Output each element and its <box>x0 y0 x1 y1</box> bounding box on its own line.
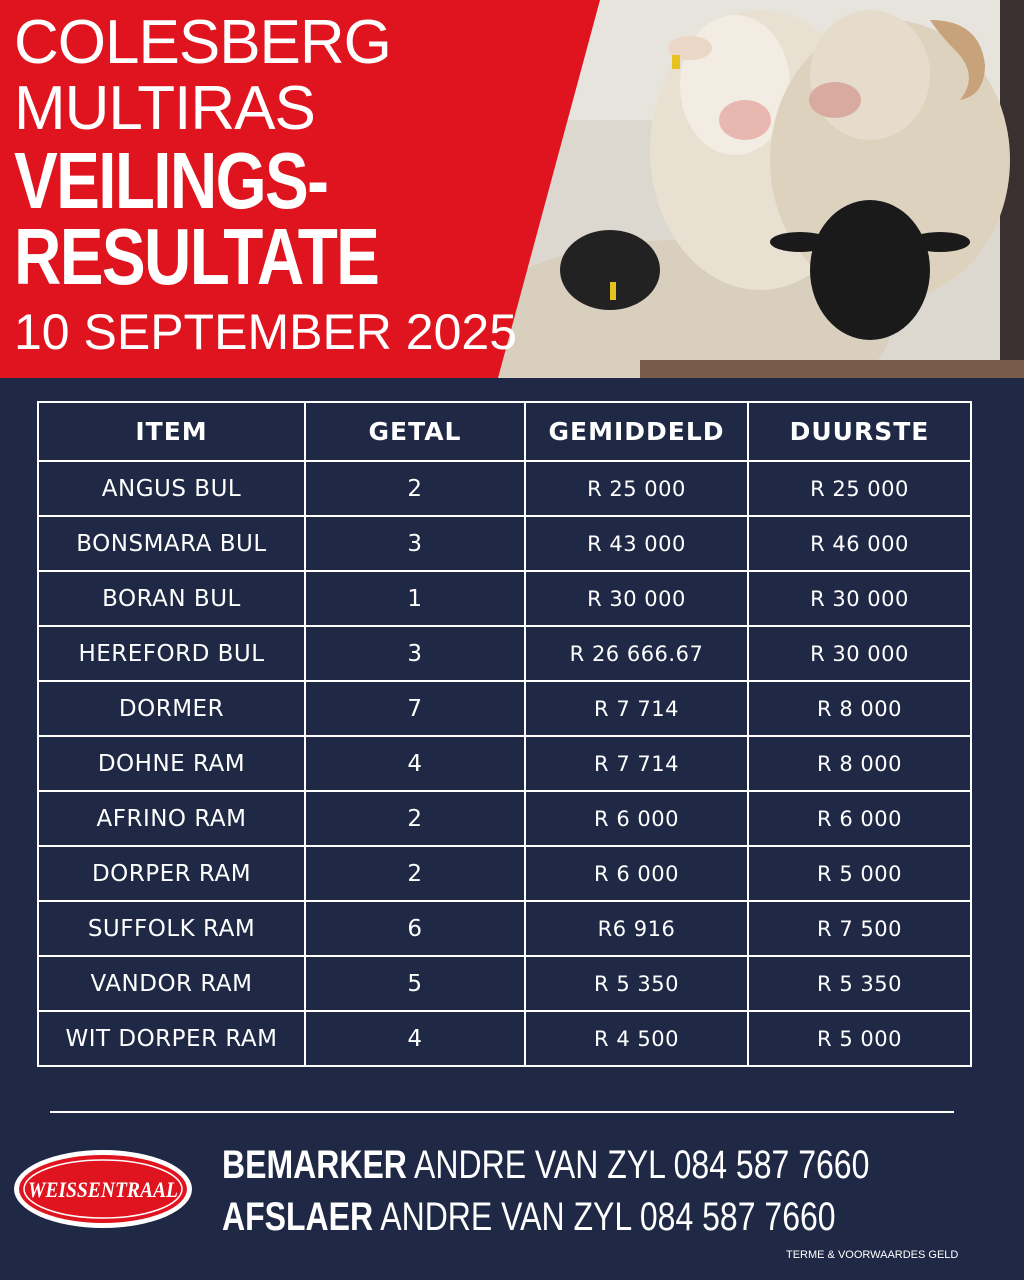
cell-duurste: R 30 000 <box>748 571 971 626</box>
weissentraal-logo <box>12 1148 194 1230</box>
terms-note: TERME & VOORWAARDES GELD <box>786 1249 959 1261</box>
cell-getal: 3 <box>305 516 525 571</box>
cell-getal: 6 <box>305 901 525 956</box>
cell-getal: 4 <box>305 1011 525 1066</box>
table-row <box>38 516 971 571</box>
title-line-2: MULTIRAS <box>14 74 315 143</box>
cell-duurste: R 6 000 <box>748 791 971 846</box>
auctioneer-role: AFSLAER <box>222 1195 374 1239</box>
header-banner <box>0 0 1024 378</box>
column-header-gemiddeld: GEMIDDELD <box>525 402 748 461</box>
cell-item: BORAN BUL <box>38 571 305 626</box>
cell-gemiddeld: R 26 666.67 <box>525 626 748 681</box>
table-row <box>38 571 971 626</box>
cell-gemiddeld: R 25 000 <box>525 461 748 516</box>
cell-gemiddeld: R 30 000 <box>525 571 748 626</box>
cell-item: DORPER RAM <box>38 846 305 901</box>
svg-text:WEISSENTRAAL: WEISSENTRAAL <box>28 1177 178 1202</box>
cell-gemiddeld: R 6 000 <box>525 846 748 901</box>
cell-duurste: R 8 000 <box>748 681 971 736</box>
table-header <box>38 402 971 461</box>
cell-item: DORMER <box>38 681 305 736</box>
cell-item: AFRINO RAM <box>38 791 305 846</box>
cell-duurste: R 7 500 <box>748 901 971 956</box>
cell-gemiddeld: R 5 350 <box>525 956 748 1011</box>
cell-duurste: R 5 350 <box>748 956 971 1011</box>
table-row <box>38 846 971 901</box>
cell-getal: 7 <box>305 681 525 736</box>
auction-date: 10 SEPTEMBER 2025 <box>14 304 518 360</box>
cell-getal: 2 <box>305 846 525 901</box>
cell-gemiddeld: R 6 000 <box>525 791 748 846</box>
cell-getal: 1 <box>305 571 525 626</box>
marketer-role: BEMARKER <box>222 1143 407 1187</box>
title-line-1: COLESBERG <box>14 8 391 77</box>
cell-item: DOHNE RAM <box>38 736 305 791</box>
cell-item: SUFFOLK RAM <box>38 901 305 956</box>
cell-duurste: R 25 000 <box>748 461 971 516</box>
column-header-getal: GETAL <box>305 402 525 461</box>
column-header-duurste: DUURSTE <box>748 402 971 461</box>
cell-getal: 5 <box>305 956 525 1011</box>
table-row <box>38 1011 971 1066</box>
table-body <box>38 461 971 1066</box>
auctioneer-contact: ANDRE VAN ZYL 084 587 7660 <box>380 1195 836 1239</box>
title-line-4: RESULTATE <box>14 212 379 301</box>
column-header-item: ITEM <box>38 402 305 461</box>
table-row <box>38 461 971 516</box>
cell-getal: 2 <box>305 791 525 846</box>
title-line-3: VEILINGS- <box>14 136 328 225</box>
cell-gemiddeld: R 7 714 <box>525 681 748 736</box>
cell-duurste: R 30 000 <box>748 626 971 681</box>
cell-duurste: R 5 000 <box>748 1011 971 1066</box>
cell-getal: 4 <box>305 736 525 791</box>
cell-gemiddeld: R 43 000 <box>525 516 748 571</box>
cell-item: BONSMARA BUL <box>38 516 305 571</box>
cell-item: ANGUS BUL <box>38 461 305 516</box>
cell-duurste: R 46 000 <box>748 516 971 571</box>
table-row <box>38 901 971 956</box>
table-row <box>38 736 971 791</box>
cell-gemiddeld: R 4 500 <box>525 1011 748 1066</box>
auctioneer-line <box>222 1194 836 1240</box>
marketer-contact: ANDRE VAN ZYL 084 587 7660 <box>414 1143 870 1187</box>
cell-gemiddeld: R6 916 <box>525 901 748 956</box>
results-table <box>37 401 972 1067</box>
cell-item: HEREFORD BUL <box>38 626 305 681</box>
header-row <box>38 402 971 461</box>
footer-divider <box>50 1111 954 1113</box>
table-row <box>38 791 971 846</box>
cell-duurste: R 5 000 <box>748 846 971 901</box>
table-row <box>38 626 971 681</box>
cell-gemiddeld: R 7 714 <box>525 736 748 791</box>
cell-item: VANDOR RAM <box>38 956 305 1011</box>
cell-getal: 2 <box>305 461 525 516</box>
table-row <box>38 956 971 1011</box>
cell-getal: 3 <box>305 626 525 681</box>
marketer-line <box>222 1142 869 1188</box>
cell-duurste: R 8 000 <box>748 736 971 791</box>
cell-item: WIT DORPER RAM <box>38 1011 305 1066</box>
table-row <box>38 681 971 736</box>
